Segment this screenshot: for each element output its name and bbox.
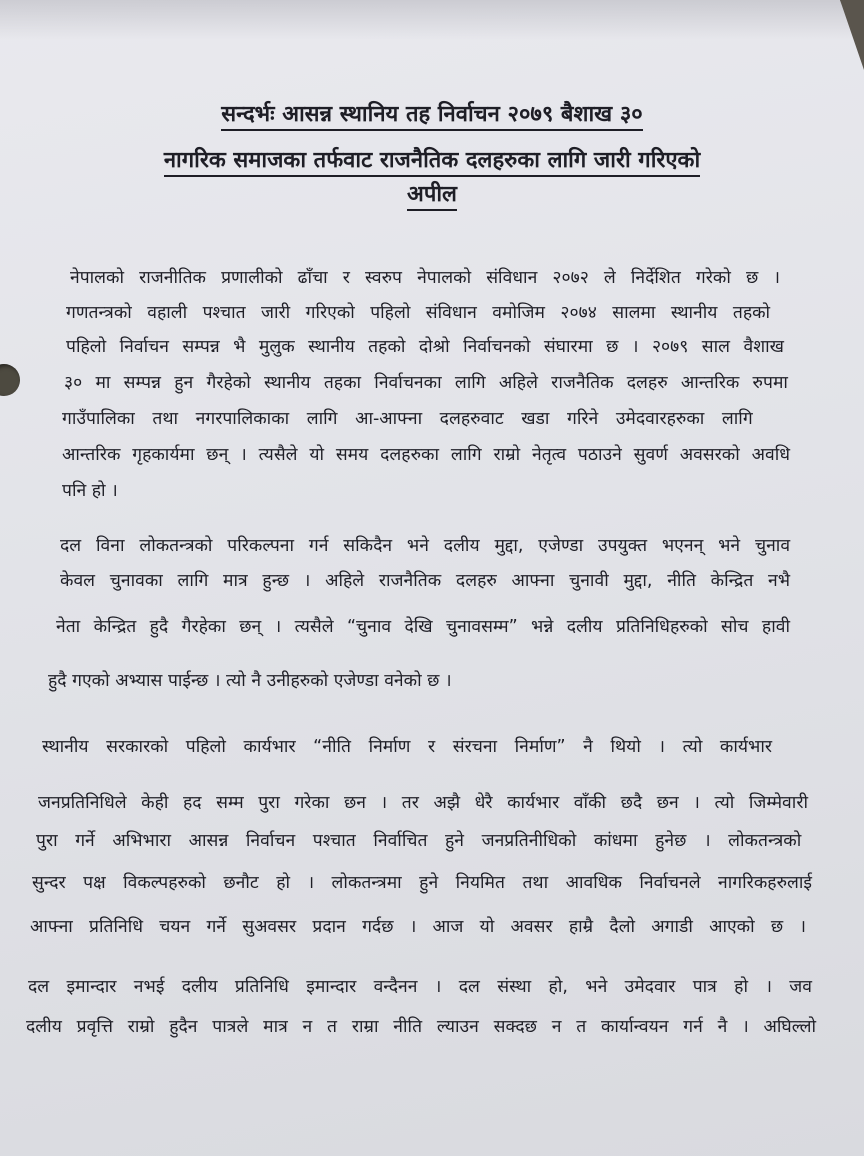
body-line: आफ्ना प्रतिनिधि चयन गर्ने सुअवसर प्रदान गर्दछ । आज यो अवसर हाम्रै दैलो अगाडी आएको छ । — [30, 917, 806, 937]
body-line: पनि हो । — [62, 481, 118, 501]
body-line: गणतन्त्रको वहाली पश्चात जारी गरिएको पहिलो संविधान वमोजिम २०७४ सालमा स्थानीय तहको — [66, 303, 771, 323]
heading-title — [0, 144, 864, 174]
body-line: ३० मा सम्पन्न हुन गैरहेको स्थानीय तहका निर्वाचनका लागि अहिले राजनैतिक दलहरु आन्तरिक रुपमा — [64, 373, 788, 393]
body-line: दल इमान्दार नभई दलीय प्रतिनिधि इमान्दार वन्दैनन । दल संस्था हो, भने उमेदवार पात्र हो । जव — [28, 977, 813, 997]
heading-title-text: नागरिक समाजका तर्फवाट राजनैतिक दलहरुका लागि जारी गरिएको — [164, 148, 700, 177]
body-line: दल विना लोकतन्त्रको परिकल्पना गर्न सकिदैन भने दलीय मुद्दा, एजेण्डा उपयुक्त भएनन् भने चुनाव — [60, 536, 791, 556]
body-line: सुन्दर पक्ष विकल्पहरुको छनौट हो । लोकतन्त्रमा हुने नियमित तथा आवधिक निर्वाचनले नागरिकहरुलाई — [32, 873, 813, 893]
body-line: पहिलो निर्वाचन सम्पन्न भै मुलुक स्थानीय तहको दोश्रो निर्वाचनको संघारमा छ । २०७९ साल वैशाख — [66, 337, 784, 357]
body-line: जनप्रतिनिधिले केही हद सम्म पुरा गरेका छन । तर अझै धेरै कार्यभार वाँकी छदै छन । त्यो जिम्मेवारी — [38, 793, 809, 813]
heading-reference — [0, 98, 864, 128]
body-line: पुरा गर्ने अभिभारा आसन्न निर्वाचन पश्चात निर्वाचित हुने जनप्रतिनीधिको कांधमा हुनेछ । लोकतन्त्रको — [36, 831, 802, 851]
body-line: नेपालको राजनीतिक प्रणालीको ढाँचा र स्वरुप नेपालको संविधान २०७२ ले निर्देशित गरेको छ । — [70, 268, 780, 288]
body-line: स्थानीय सरकारको पहिलो कार्यभार “नीति निर्माण र संरचना निर्माण” नै थियो । त्यो कार्यभार — [42, 737, 773, 757]
body-line: नेता केन्द्रित हुदै गैरहेका छन् । त्यसैले “चुनाव देखि चुनावसम्म” भन्ने दलीय प्रतिनिधिहरुको सोच हावी — [56, 617, 791, 637]
heading-appeal — [0, 178, 864, 208]
body-line: आन्तरिक गृहकार्यमा छन् । त्यसैले यो समय दलहरुका लागि राम्रो नेतृत्व पठाउने सुवर्ण अवसरको अवधि — [62, 445, 790, 465]
heading-reference-text: सन्दर्भः आसन्न स्थानिय तह निर्वाचन २०७९ बैशाख ३० — [221, 102, 642, 131]
body-line: हुदै गएको अभ्यास पाईन्छ । त्यो नै उनीहरुको एजेण्डा वनेको छ । — [48, 671, 452, 691]
heading-appeal-text: अपील — [407, 182, 457, 211]
body-line: केवल चुनावका लागि मात्र हुन्छ । अहिले राजनैतिक दलहरु आफ्ना चुनावी मुद्दा, नीति केन्द्रित नभै — [60, 571, 791, 591]
body-line: गाउँपालिका तथा नगरपालिकाका लागि आ-आफ्ना दलहरुवाट खडा गरिने उमेदवारहरुका लागि — [62, 409, 753, 429]
body-line: दलीय प्रवृत्ति राम्रो हुदैन पात्रले मात्र न त राम्रा नीति ल्याउन सक्दछ न त कार्यान्वयन गर्न नै । अघिल्लो — [26, 1017, 817, 1037]
